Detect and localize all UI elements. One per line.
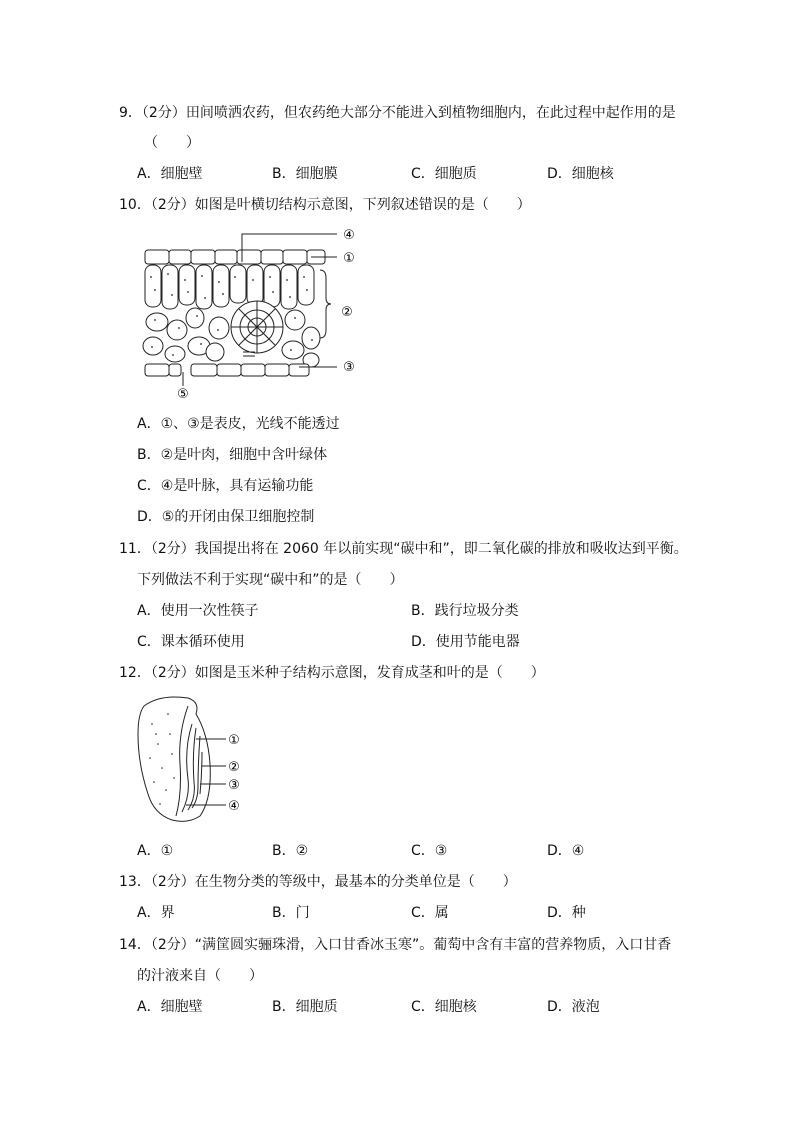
q9-option-d[interactable]: D．细胞核 (547, 166, 614, 182)
q10-option-b[interactable]: B．②是叶肉，细胞中含叶绿体 (137, 447, 328, 463)
q12-option-d[interactable]: D．④ (547, 843, 585, 859)
q9-stem: 9．（2分）田间喷洒农药，但农药绝大部分不能进入到植物细胞内，在此过程中起作用的是 (119, 105, 676, 121)
q13-option-b[interactable]: B．门 (272, 905, 310, 921)
q12-option-a[interactable]: A．① (137, 843, 174, 859)
q9-option-c[interactable]: C．细胞质 (411, 166, 477, 182)
seed-label-3: ③ (228, 778, 240, 793)
q14-stem-cont: 的汁液来自（ ） (137, 968, 263, 984)
q11-option-d[interactable]: D．使用节能电器 (411, 634, 520, 650)
q11-option-c[interactable]: C．课本循环使用 (137, 634, 245, 650)
q13-option-c[interactable]: C．属 (411, 905, 449, 921)
q10-option-a[interactable]: A．①、③是表皮，光线不能透过 (137, 416, 340, 432)
leaf-cross-section-figure (135, 222, 370, 402)
q12-option-c[interactable]: C．③ (411, 843, 448, 859)
seed-label-1: ① (228, 733, 240, 748)
q14-option-b[interactable]: B．细胞质 (272, 999, 338, 1015)
leaf-label-5: ⑤ (177, 387, 189, 402)
q12-stem: 12．（2分）如图是玉米种子结构示意图，发育成茎和叶的是（ ） (119, 665, 545, 681)
seed-label-4: ④ (228, 799, 240, 814)
q10-option-d[interactable]: D．⑤的开闭由保卫细胞控制 (137, 509, 315, 525)
leaf-label-4: ④ (343, 228, 355, 243)
leaf-label-3: ③ (343, 360, 355, 375)
q14-option-a[interactable]: A．细胞壁 (137, 999, 203, 1015)
q14-option-c[interactable]: C．细胞核 (411, 999, 477, 1015)
corn-seed-figure (130, 694, 250, 826)
q9-option-a[interactable]: A．细胞壁 (137, 166, 203, 182)
q13-stem: 13．（2分）在生物分类的等级中，最基本的分类单位是（ ） (119, 874, 517, 890)
q14-option-d[interactable]: D．液泡 (547, 999, 600, 1015)
q10-stem: 10．（2分）如图是叶横切结构示意图，下列叙述错误的是（ ） (119, 197, 531, 213)
q13-option-d[interactable]: D．种 (547, 905, 586, 921)
q9-option-b[interactable]: B．细胞膜 (272, 166, 338, 182)
q13-option-a[interactable]: A．界 (137, 905, 175, 921)
q11-option-b[interactable]: B．践行垃圾分类 (411, 603, 519, 619)
q10-option-c[interactable]: C．④是叶脉，具有运输功能 (137, 478, 314, 494)
q12-option-b[interactable]: B．② (272, 843, 309, 859)
q14-stem: 14．（2分）“满筐圆实骊珠滑，入口甘香冰玉寒”。葡萄中含有丰富的营养物质，入口甘香 (119, 937, 672, 953)
q11-stem-cont: 下列做法不利于实现“碳中和”的是（ ） (137, 572, 404, 588)
q11-option-a[interactable]: A．使用一次性筷子 (137, 603, 259, 619)
q9-stem-cont: （ ） (144, 135, 200, 151)
leaf-label-2: ② (341, 305, 353, 320)
q11-stem: 11．（2分）我国提出将在 2060 年以前实现“碳中和”，即二氧化碳的排放和吸收达到平衡。 (119, 541, 688, 557)
leaf-label-1: ① (343, 251, 355, 266)
seed-label-2: ② (228, 760, 240, 775)
